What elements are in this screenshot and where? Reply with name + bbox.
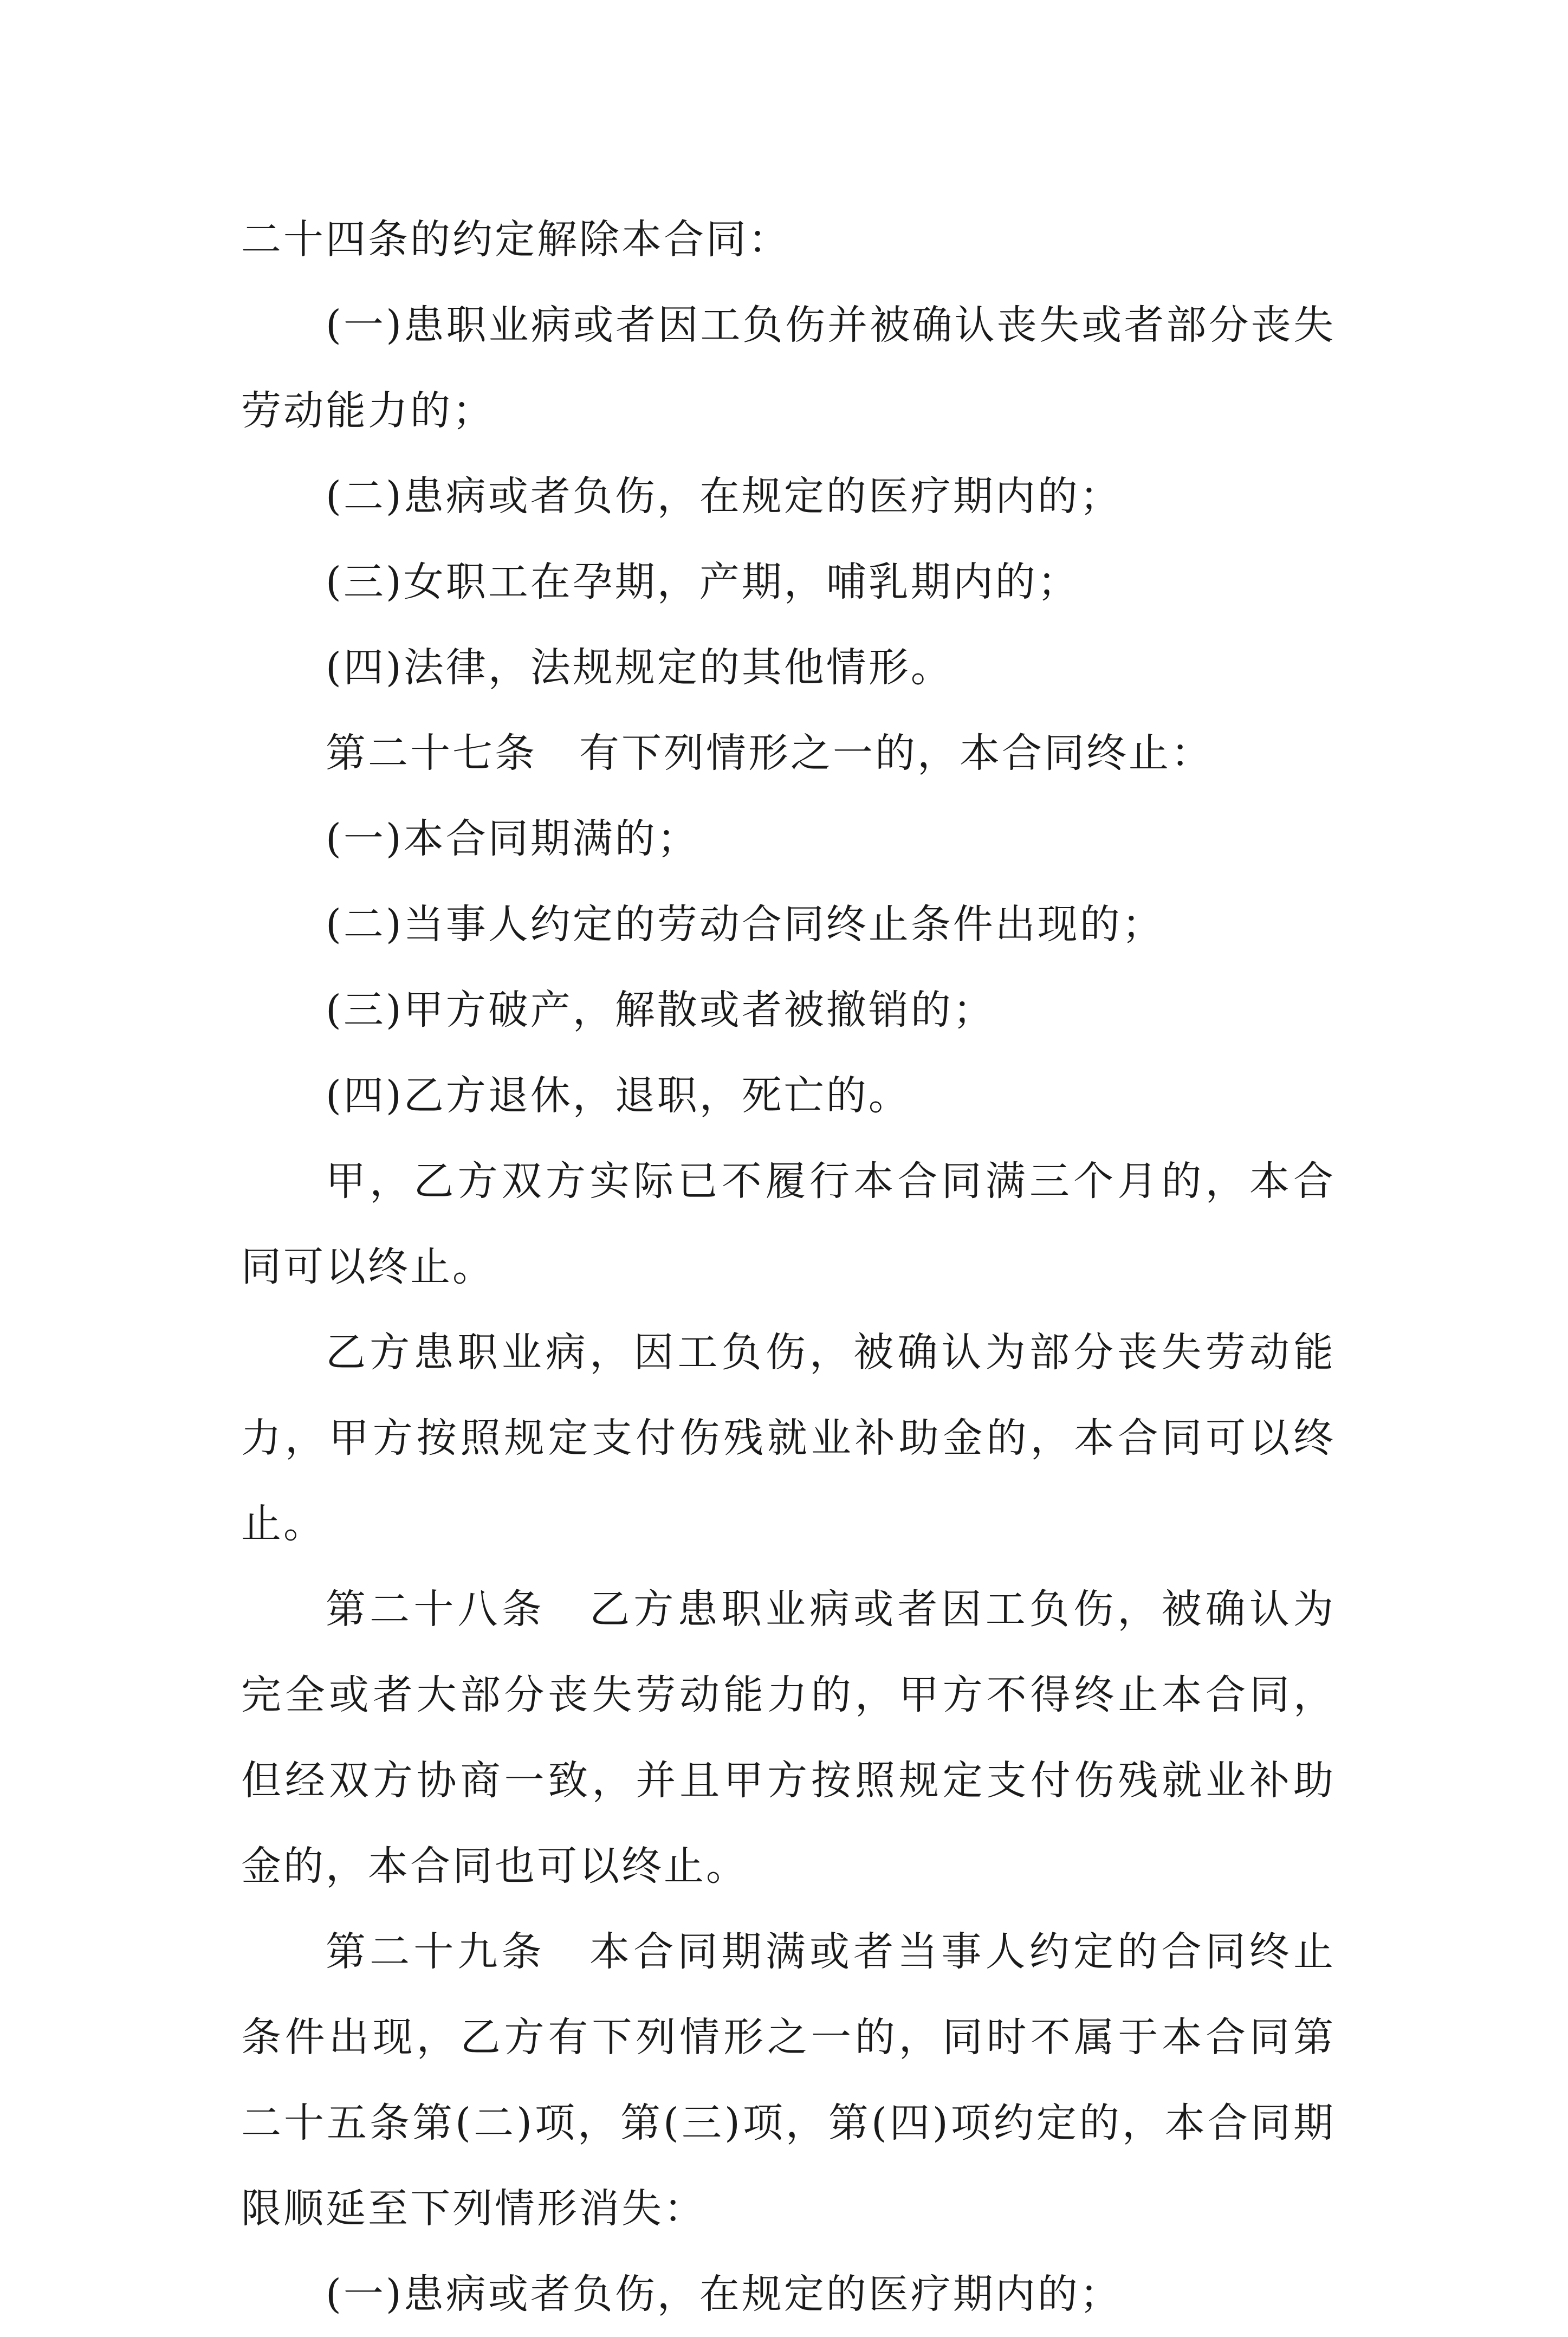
- paragraph: 乙方患职业病，因工负伤，被确认为部分丧失劳动能力，甲方按照规定支付伤残就业补助金的，本合同可以终止。: [241, 1329, 1336, 1547]
- article-paragraph: 第二十九条 本合同期满或者当事人约定的合同终止条件出现，乙方有下列情形之一的，同时不属于本合同第二十五条第(二)项，第(三)项，第(四)项约定的，本合同期限顺延至下列情形消失：: [241, 1928, 1336, 2232]
- article-paragraph: 第二十八条 乙方患职业病或者因工负伤，被确认为完全或者大部分丧失劳动能力的，甲方不得终止本合同，但经双方协商一致，并且甲方按照规定支付伤残就业补助金的，本合同也可以终止。: [241, 1586, 1336, 1889]
- paragraph: (四)法律，法规规定的其他情形。: [326, 644, 953, 691]
- paragraph: (一)患病或者负伤，在规定的医疗期内的；: [326, 2271, 1122, 2317]
- paragraph: (一)患职业病或者因工负伤并被确认丧失或者部分丧失劳动能力的；: [241, 302, 1336, 434]
- document-body: [241, 197, 1336, 2337]
- paragraph: 甲，乙方双方实际已不履行本合同满三个月的，本合同可以终止。: [241, 1158, 1336, 1290]
- paragraph: (一)本合同期满的；: [326, 815, 699, 862]
- paragraph: (三)女职工在孕期，产期，哺乳期内的；: [326, 559, 1080, 605]
- paragraph: (二)患病或者负伤，在规定的医疗期内的；: [326, 473, 1122, 520]
- paragraph: (二)当事人约定的劳动合同终止条件出现的；: [326, 901, 1164, 948]
- article-heading: 第二十七条 有下列情形之一的，本合同终止：: [326, 730, 1213, 776]
- paragraph: (四)乙方退休，退职，死亡的。: [326, 1072, 911, 1119]
- paragraph: (三)甲方破产，解散或者被撤销的；: [326, 987, 995, 1033]
- paragraph: 二十四条的约定解除本合同：: [241, 216, 791, 263]
